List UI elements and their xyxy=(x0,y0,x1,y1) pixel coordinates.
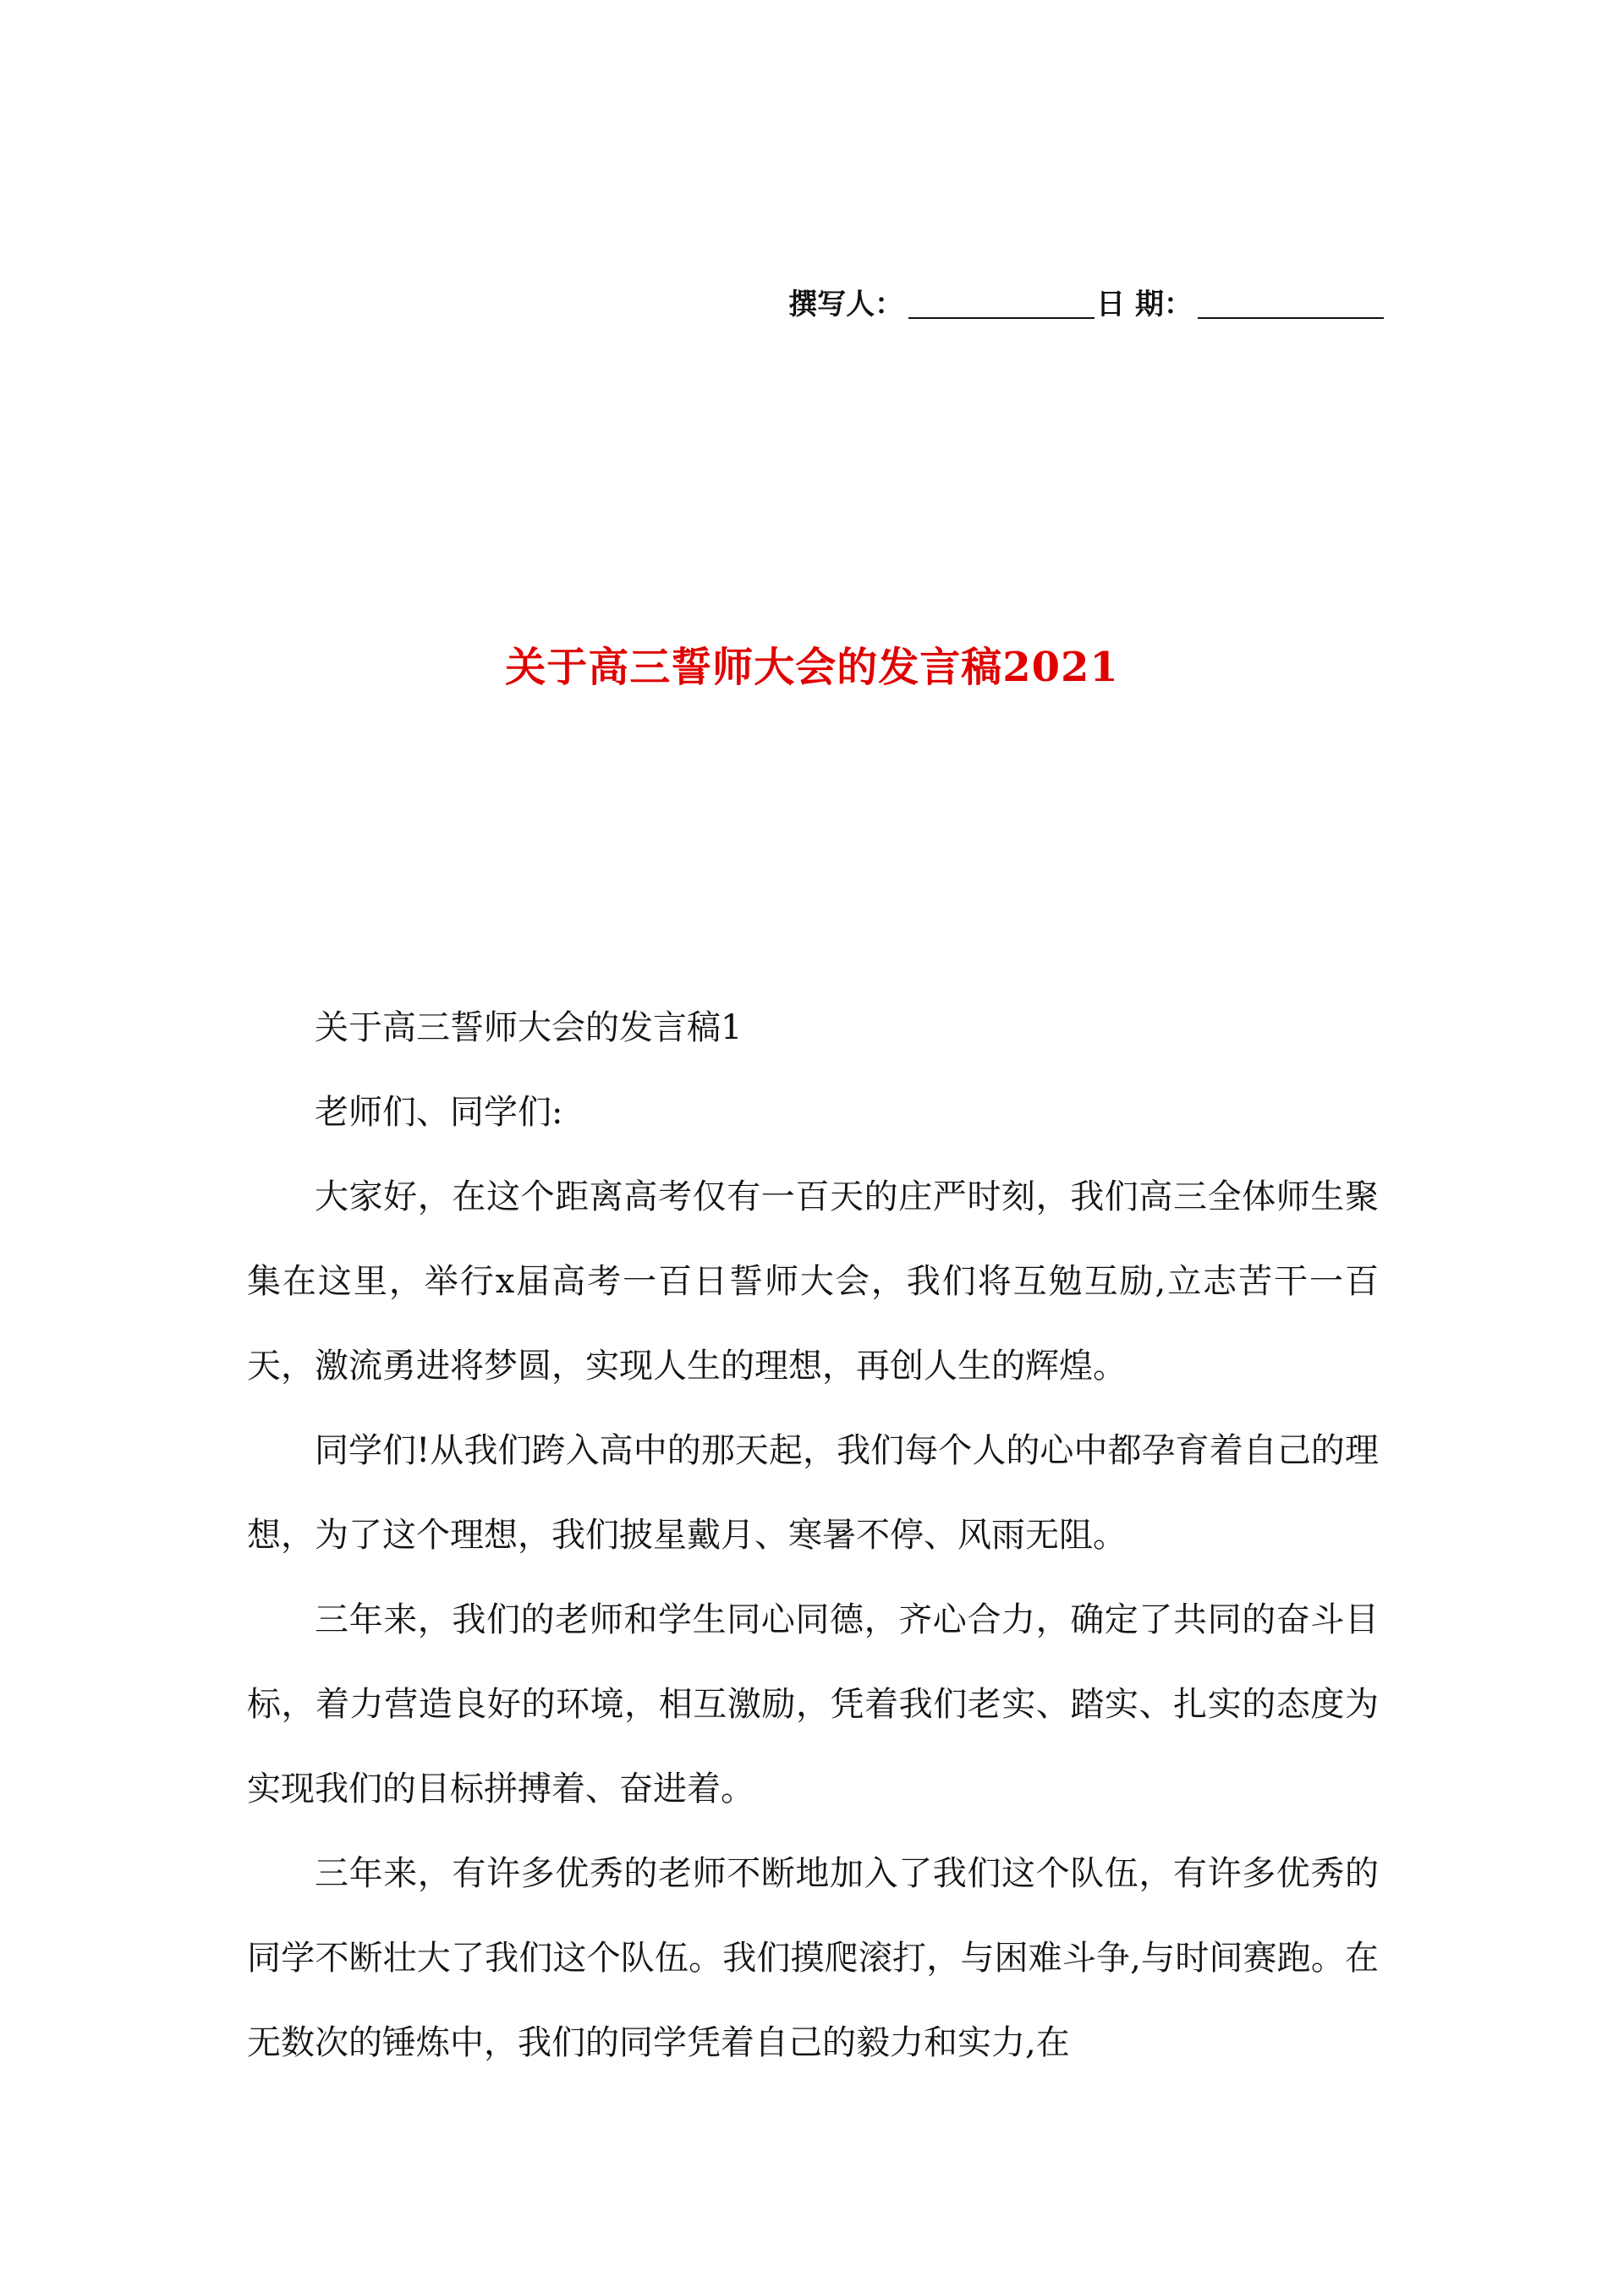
paragraph: 大家好，在这个距离高考仅有一百天的庄严时刻，我们高三全体师生聚集在这里，举行x届高考一百日誓师大会，我们将互勉互励,立志苦干一百天，激流勇进将梦圆，实现人生的理想，再创人生的辉煌。 xyxy=(247,1177,1379,1386)
author-label: 撰写人： xyxy=(788,288,904,321)
date-label: 日 期： xyxy=(1096,288,1193,321)
paragraph: 三年来，我们的老师和学生同心同德，齐心合力，确定了共同的奋斗目标，着力营造良好的环境，相互激励，凭着我们老实、踏实、扎实的态度为实现我们的目标拼搏着、奋进着。 xyxy=(247,1600,1379,1808)
document-title: 关于高三誓师大会的发言稿2021 xyxy=(505,644,1119,691)
paragraph: 三年来，有许多优秀的老师不断地加入了我们这个队伍，有许多优秀的同学不断壮大了我们这个队伍。我们摸爬滚打，与困难斗争,与时间赛跑。在无数次的锤炼中，我们的同学凭着自己的毅力和实力,在 xyxy=(247,1854,1379,2062)
paragraph: 同学们!从我们跨入高中的那天起，我们每个人的心中都孕育着自己的理想，为了这个理想，我们披星戴月、寒暑不停、风雨无阻。 xyxy=(247,1431,1379,1555)
author-blank xyxy=(908,288,1095,319)
salutation: 老师们、同学们: xyxy=(315,1093,563,1132)
section-heading: 关于高三誓师大会的发言稿1 xyxy=(315,1008,743,1047)
document-body xyxy=(247,985,1379,2085)
date-blank xyxy=(1198,288,1384,319)
author-date-line xyxy=(788,281,1385,322)
